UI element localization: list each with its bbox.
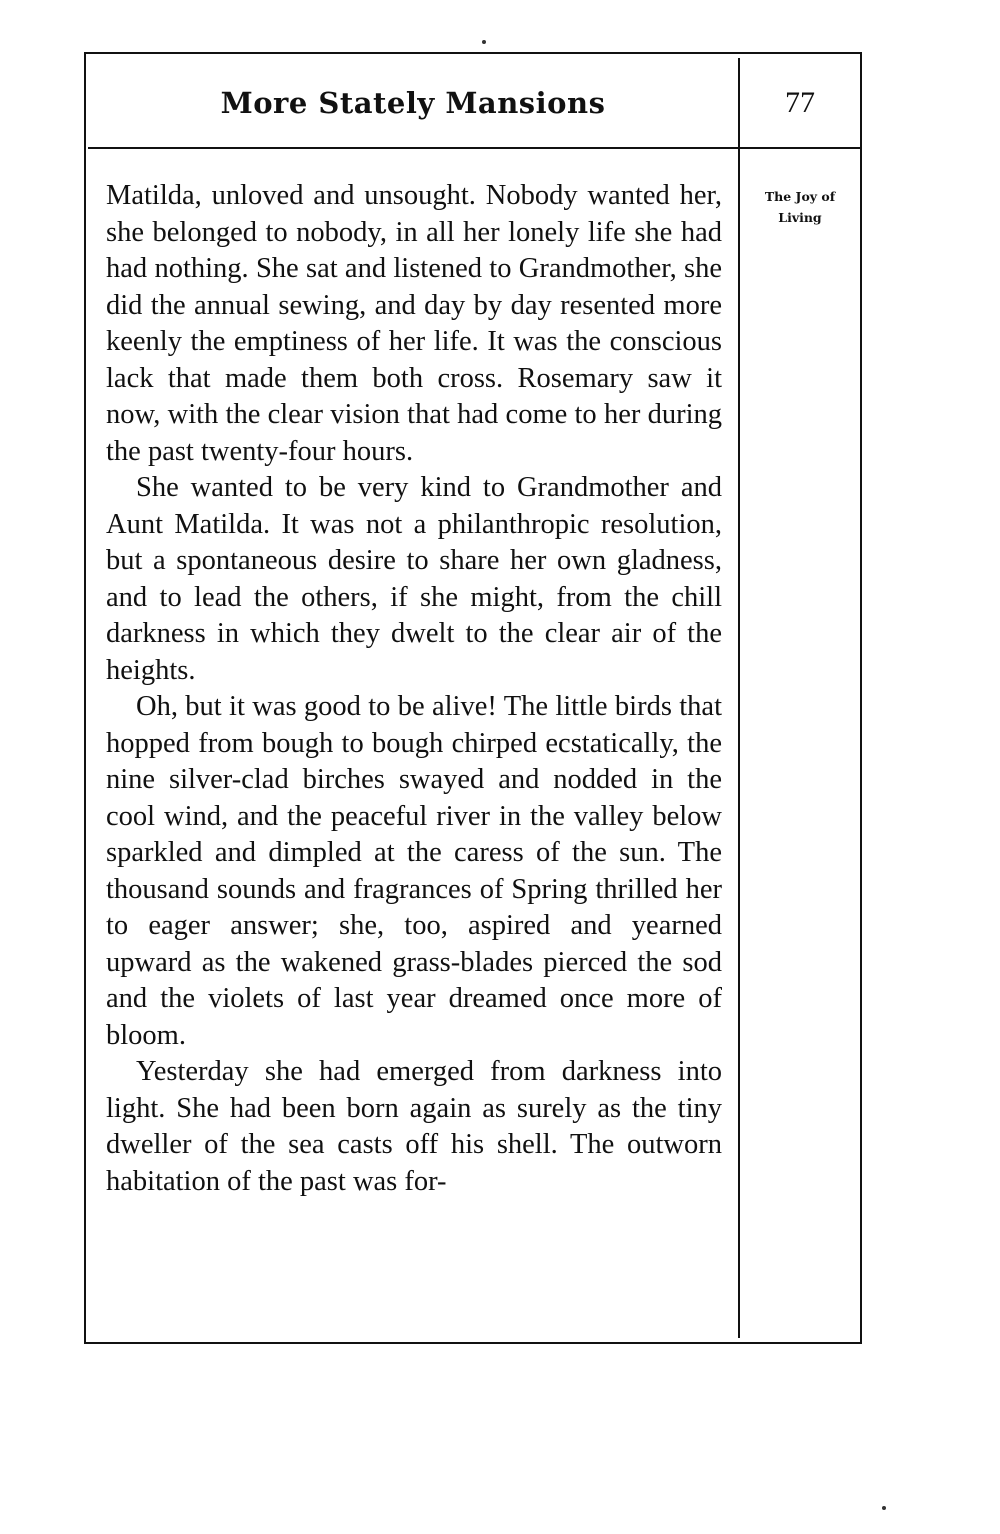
paragraph-4: Yesterday she had emerged from darkness into light. She had been born again as surely as the tiny dweller of the sea casts off his shell. The outworn habitation of the past was for- [106, 1056, 722, 1197]
paragraph-3: Oh, but it was good to be alive! The little birds that hopped from bough to bough chirped ecstatically, the nine silver-clad birches swayed and nodded in the cool wind, and the peaceful river in the valley below sparkled and dimpled at the caress of the sun. The thousand sounds and fragrances of Spring thrilled her to eager answer; she, too, aspired and yearned upward as the wakened grass-blades pierced the sod and the violets of last year dreamed once more of bloom. [106, 691, 722, 1051]
marginal-note [746, 186, 854, 228]
scan-speck [482, 40, 486, 44]
running-title: More Stately Mansions [220, 86, 606, 120]
scan-speck [882, 1506, 886, 1510]
header-rule [88, 147, 860, 149]
page-number: 77 [785, 86, 815, 119]
body-text [106, 178, 722, 1200]
paragraph-2: She wanted to be very kind to Grandmother and Aunt Matilda. It was not a philanthropic resolution, but a spontaneous desire to share her own gladness, and to lead the others, if she might, from the chill darkness in which they dwelt to the clear air of the heights. [106, 472, 722, 686]
paragraph-1: Matilda, unloved and unsought. Nobody wanted her, she belonged to nobody, in all her lonely life she had had nothing. She sat and listened to Grandmother, she did the annual sewing, and day by day resented more keenly the emptiness of her life. It was the conscious lack that made them both cross. Rosemary saw it now, with the clear vision that had come to her during the past twenty-four hours. [106, 180, 722, 467]
marginal-note-line-1: The Joy of [764, 189, 836, 204]
marginal-note-line-2: Living [778, 210, 822, 225]
margin-rule [738, 58, 740, 1338]
